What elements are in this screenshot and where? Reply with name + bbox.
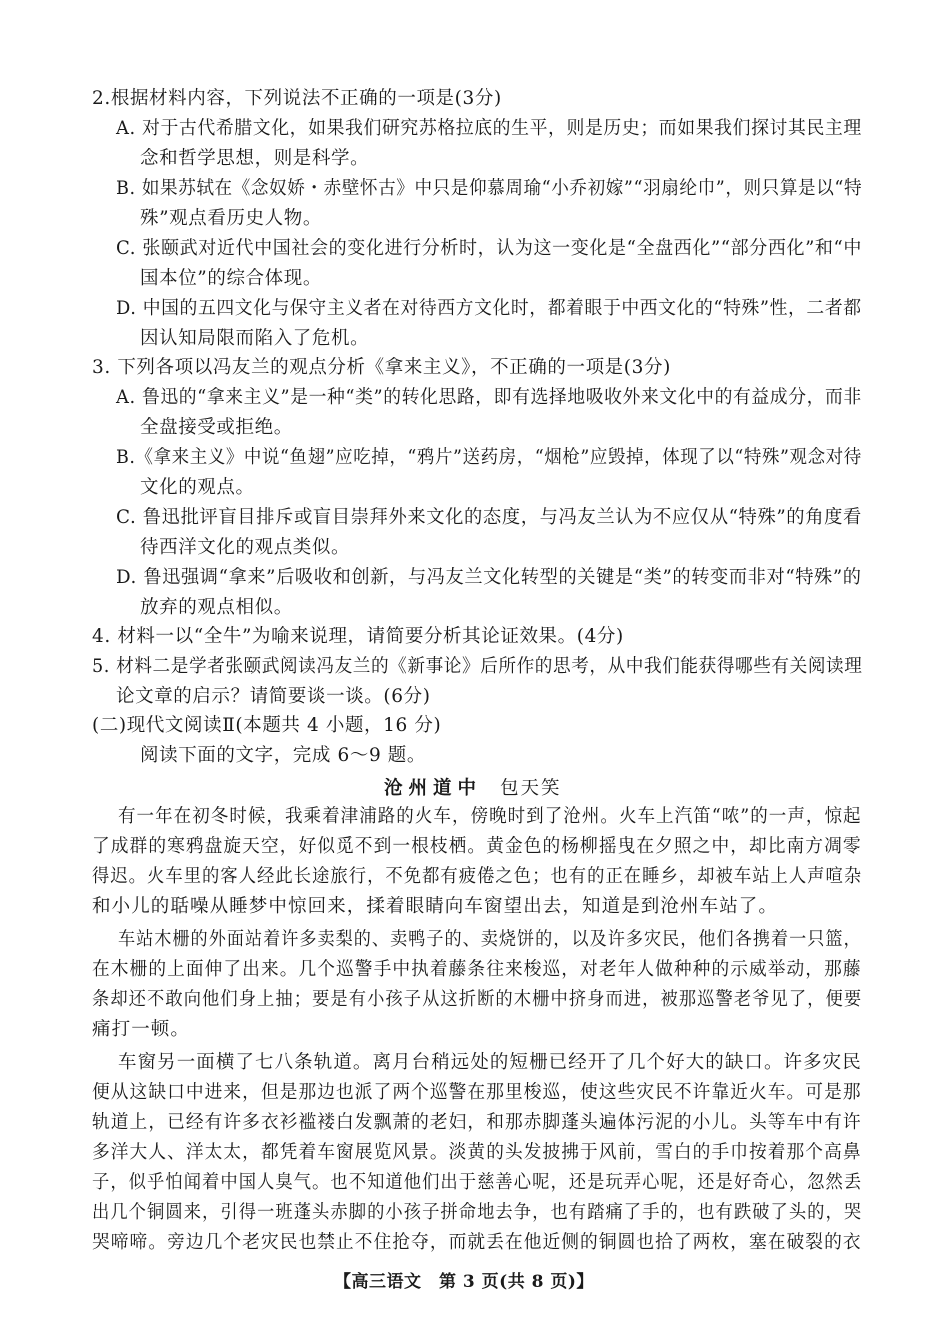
q3-option-a-cont: 全盘接受或拒绝。 — [140, 417, 293, 438]
q2-option-a: A. 对于古代希腊文化，如果我们研究苏格拉底的生平，则是历史；而如果我们探讨其民主理 — [116, 118, 862, 139]
story-title: 沧州道中 — [384, 778, 483, 799]
q4-stem: 4. 材料一以“全牛”为喻来说理，请简要分析其论证效果。(4分) — [92, 626, 624, 647]
q2-option-d-cont: 因认知局限而陷入了危机。 — [140, 328, 370, 349]
q2-option-a-cont: 念和哲学思想，则是科学。 — [140, 148, 370, 169]
story-p3-line: 多洋大人、洋太太，都凭着车窗展览风景。淡黄的头发披拂于风前，雪白的手巾按着那个高鼻 — [92, 1142, 862, 1163]
q2-option-b: B. 如果苏轼在《念奴娇・赤壁怀古》中只是仰慕周瑜“小乔初嫁”“羽扇纶巾”，则只算是以“特 — [116, 178, 863, 199]
q3-option-c-cont: 待西洋文化的观点类似。 — [140, 537, 351, 558]
q5-stem-cont: 论文章的启示？请简要谈一谈。(6分) — [116, 686, 431, 707]
page-footer: 【高三语文 第 3 页(共 8 页)】 — [334, 1272, 594, 1292]
story-p2-line: 条却还不敢向他们身上抽；要是有小孩子从这折断的木栅中挤身而进，被那巡警老爷见了，便要 — [92, 989, 863, 1010]
story-p3-line: 哭啼啼。旁边几个老灾民也禁止不住抢夺，而就丢在他近侧的铜圆也拾了两枚，塞在破裂的衣 — [92, 1232, 862, 1253]
q5-stem: 5. 材料二是学者张颐武阅读冯友兰的《新事论》后所作的思考，从中我们能获得哪些有关阅读理 — [92, 656, 863, 677]
q3-option-d: D. 鲁迅强调“拿来”后吸收和创新，与冯友兰文化转型的关键是“类”的转变而非对“特殊”的 — [116, 567, 862, 588]
story-p3-line: 子，似乎怕闻着中国人臭气。也不知道他们出于慈善心呢，还是玩弄心呢，还是好奇心，忽然丢 — [92, 1172, 863, 1193]
story-p2-line: 车站木栅的外面站着许多卖梨的、卖鸭子的、卖烧饼的，以及许多灾民，他们各携着一只篮， — [118, 929, 862, 950]
story-p3-line: 便从这缺口中进来，但是那边也派了两个巡警在那里梭巡，使这些灾民不许靠近火车。可是那 — [92, 1082, 862, 1103]
story-p3-line: 出几个铜圆来，引得一班蓬头赤脚的小孩子拼命地去争，也有踏痛了手的，也有跌破了头的，哭 — [92, 1202, 863, 1223]
story-author: 包天笑 — [500, 778, 562, 799]
section-heading: (二)现代文阅读Ⅱ(本题共 4 小题，16 分) — [92, 715, 442, 736]
story-p2-line: 痛打一顿。 — [92, 1019, 191, 1040]
q3-option-a: A. 鲁迅的“拿来主义”是一种“类”的转化思路，即有选择地吸收外来文化中的有益成分，而非 — [116, 387, 862, 408]
q2-option-c-cont: 国本位”的综合体现。 — [140, 268, 322, 289]
story-p3-line: 车窗另一面横了七八条轨道。离月台稍远处的短栅已经开了几个好大的缺口。许多灾民 — [118, 1052, 862, 1073]
q2-option-d: D. 中国的五四文化与保守主义者在对待西方文化时，都着眼于中西文化的“特殊”性，二者都 — [116, 298, 862, 319]
q2-option-c: C. 张颐武对近代中国社会的变化进行分析时，认为这一变化是“全盘西化”“部分西化”和“中 — [116, 238, 862, 259]
q3-stem: 3. 下列各项以冯友兰的观点分析《拿来主义》，不正确的一项是(3分) — [92, 357, 671, 378]
q3-option-d-cont: 放弃的观点相似。 — [140, 597, 293, 618]
story-p3-line: 轨道上，已经有许多衣衫褴褛白发飘萧的老妇，和那赤脚蓬头遍体污泥的小儿。头等车中有许 — [92, 1112, 862, 1133]
story-p2-line: 在木栅的上面伸了出来。几个巡警手中执着藤条往来梭巡，对老年人做种种的示威举动，那藤 — [92, 959, 862, 980]
q3-option-b-cont: 文化的观点。 — [140, 477, 255, 498]
q3-option-b: B.《拿来主义》中说“鱼翅”应吃掉，“鸦片”送药房，“烟枪”应毁掉，体现了以“特殊”观念对待 — [116, 447, 862, 468]
story-p1-line: 和小儿的聒噪从睡梦中惊回来，揉着眼睛向车窗望出去，知道是到沧州车站了。 — [92, 896, 779, 917]
q3-option-c: C. 鲁迅批评盲目排斥或盲目崇拜外来文化的态度，与冯友兰认为不应仅从“特殊”的角度看 — [116, 507, 862, 528]
story-p1-line: 得迟。火车里的客人经此长途旅行，不免都有疲倦之色；也有的正在睡乡，却被车站上人声喧杂 — [92, 866, 863, 887]
story-p1-line: 了成群的寒鸦盘旋天空，好似觅不到一根枝栖。黄金色的杨柳摇曳在夕照之中，却比南方凋零 — [92, 836, 862, 857]
story-p1-line: 有一年在初冬时候，我乘着津浦路的火车，傍晚时到了沧州。火车上汽笛“哝”的一声，惊起 — [118, 806, 862, 827]
q2-option-b-cont: 殊”观点看历史人物。 — [140, 208, 322, 229]
q2-stem: 2.根据材料内容，下列说法不正确的一项是(3分) — [92, 88, 502, 109]
section-instruction: 阅读下面的文字，完成 6～9 题。 — [140, 745, 427, 766]
